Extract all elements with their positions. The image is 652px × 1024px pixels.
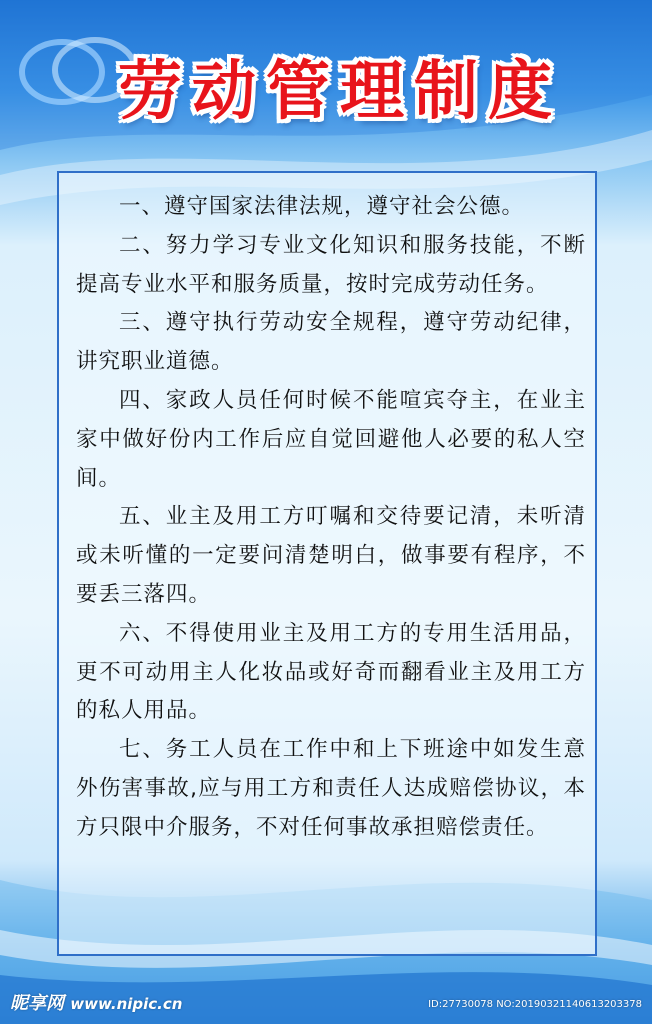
- watermark-logo: [10, 992, 182, 1016]
- rule-item-4: 四、家政人员任何时候不能喧宾夺主，在业主家中做好份内工作后应自觉回避他人必要的私人空间。: [76, 387, 586, 491]
- rule-item-5: 五、业主及用工方叮嘱和交待要记清，未听清或未听懂的一定要问清楚明白，做事要有程序，不要丢三落四。: [76, 504, 586, 607]
- rule-item-6: 六、不得使用业主及用工方的专用生活用品，更不可动用主人化妆品或好奇而翻看业主及用工方的私人用品。: [76, 620, 586, 724]
- watermark-logo-text: 昵享网: [10, 993, 64, 1014]
- rule-item-7: 七、务工人员在工作中和上下班途中如发生意外伤害事故,应与用工方和责任人达成赔偿协议，本方只限中介服务，不对任何事故承担赔偿责任。: [76, 737, 586, 840]
- rule-item-2: 二、努力学习专业文化知识和服务技能，不断提高专业水平和服务质量，按时完成劳动任务。: [76, 232, 586, 297]
- rules-list: [76, 188, 586, 848]
- rule-item-1: 一、遵守国家法律法规，遵守社会公德。: [119, 194, 525, 219]
- watermark-id: ID:27730078 NO:20190321140613203378: [428, 999, 642, 1010]
- watermark-site: www.nipic.cn: [70, 995, 183, 1013]
- rule-item-3: 三、遵守执行劳动安全规程，遵守劳动纪律，讲究职业道德。: [76, 310, 586, 375]
- poster-title: 劳动管理制度: [118, 55, 562, 129]
